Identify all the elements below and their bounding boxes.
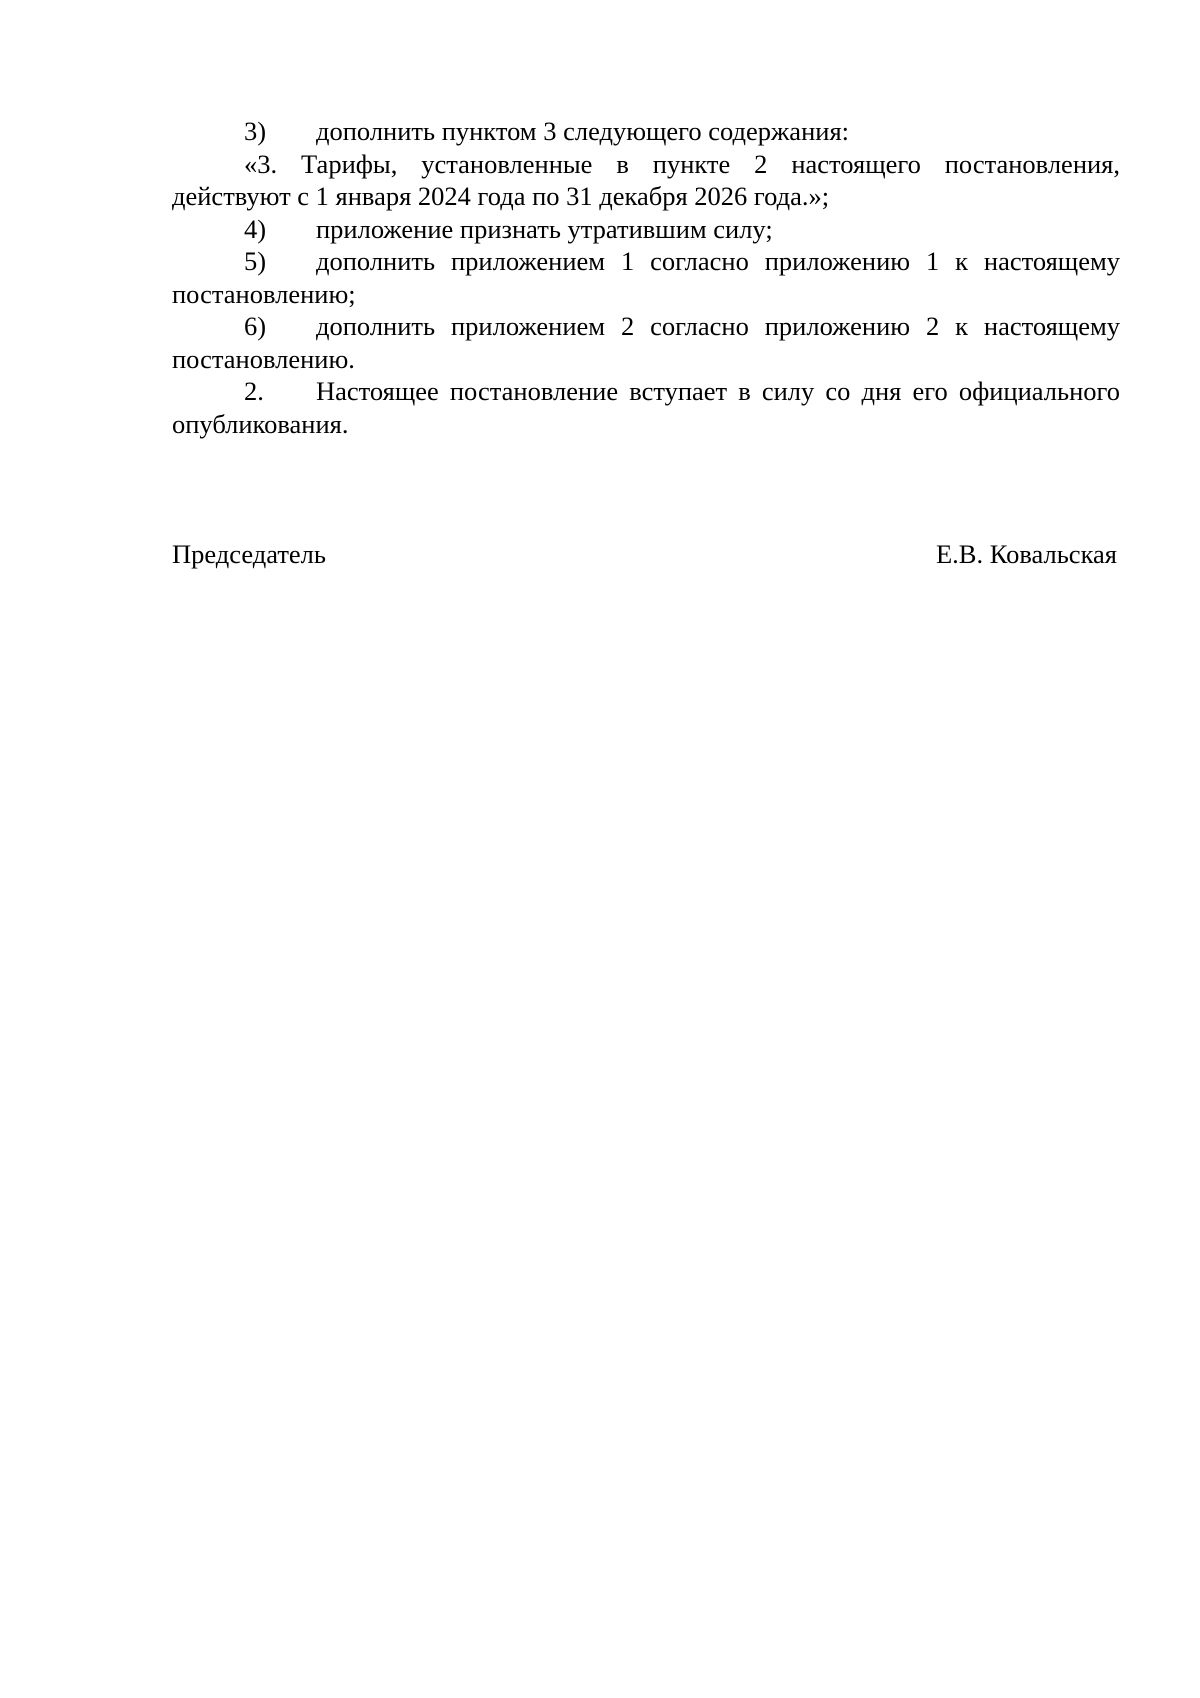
item-number: 6): [244, 311, 267, 341]
clause-2: [172, 375, 1120, 440]
item-number: 4): [244, 213, 267, 244]
list-item-6: [172, 310, 1120, 375]
list-item-4: [172, 213, 1120, 246]
signatory-name: Е.В. Ковальская: [936, 539, 1117, 569]
item-number: 3): [244, 116, 267, 146]
item-text: Настоящее постановление вступает в силу со дня его официального опубликования.: [172, 376, 1120, 439]
item-number: 5): [244, 246, 267, 276]
signatory-position: Председатель: [172, 539, 326, 569]
document-body: [172, 115, 1120, 440]
list-item-5: [172, 245, 1120, 310]
item-text: дополнить пунктом 3 следующего содержания:: [316, 116, 849, 146]
quoted-clause: [172, 148, 1120, 213]
list-item-3: [172, 115, 1120, 148]
item-number: 2.: [244, 376, 264, 406]
item-text: дополнить приложением 2 согласно приложению 2 к настоящему постановлению.: [172, 311, 1120, 374]
item-text: приложение признать утратившим силу;: [316, 213, 773, 244]
item-text: дополнить приложением 1 согласно приложению 1 к настоящему постановлению;: [172, 246, 1120, 309]
item-text: «3. Тарифы, установленные в пункте 2 настоящего постановления, действуют с 1 января 2024 года по 31 декабря 2026 года.»;: [172, 148, 1120, 211]
signature-block: [172, 538, 1117, 570]
